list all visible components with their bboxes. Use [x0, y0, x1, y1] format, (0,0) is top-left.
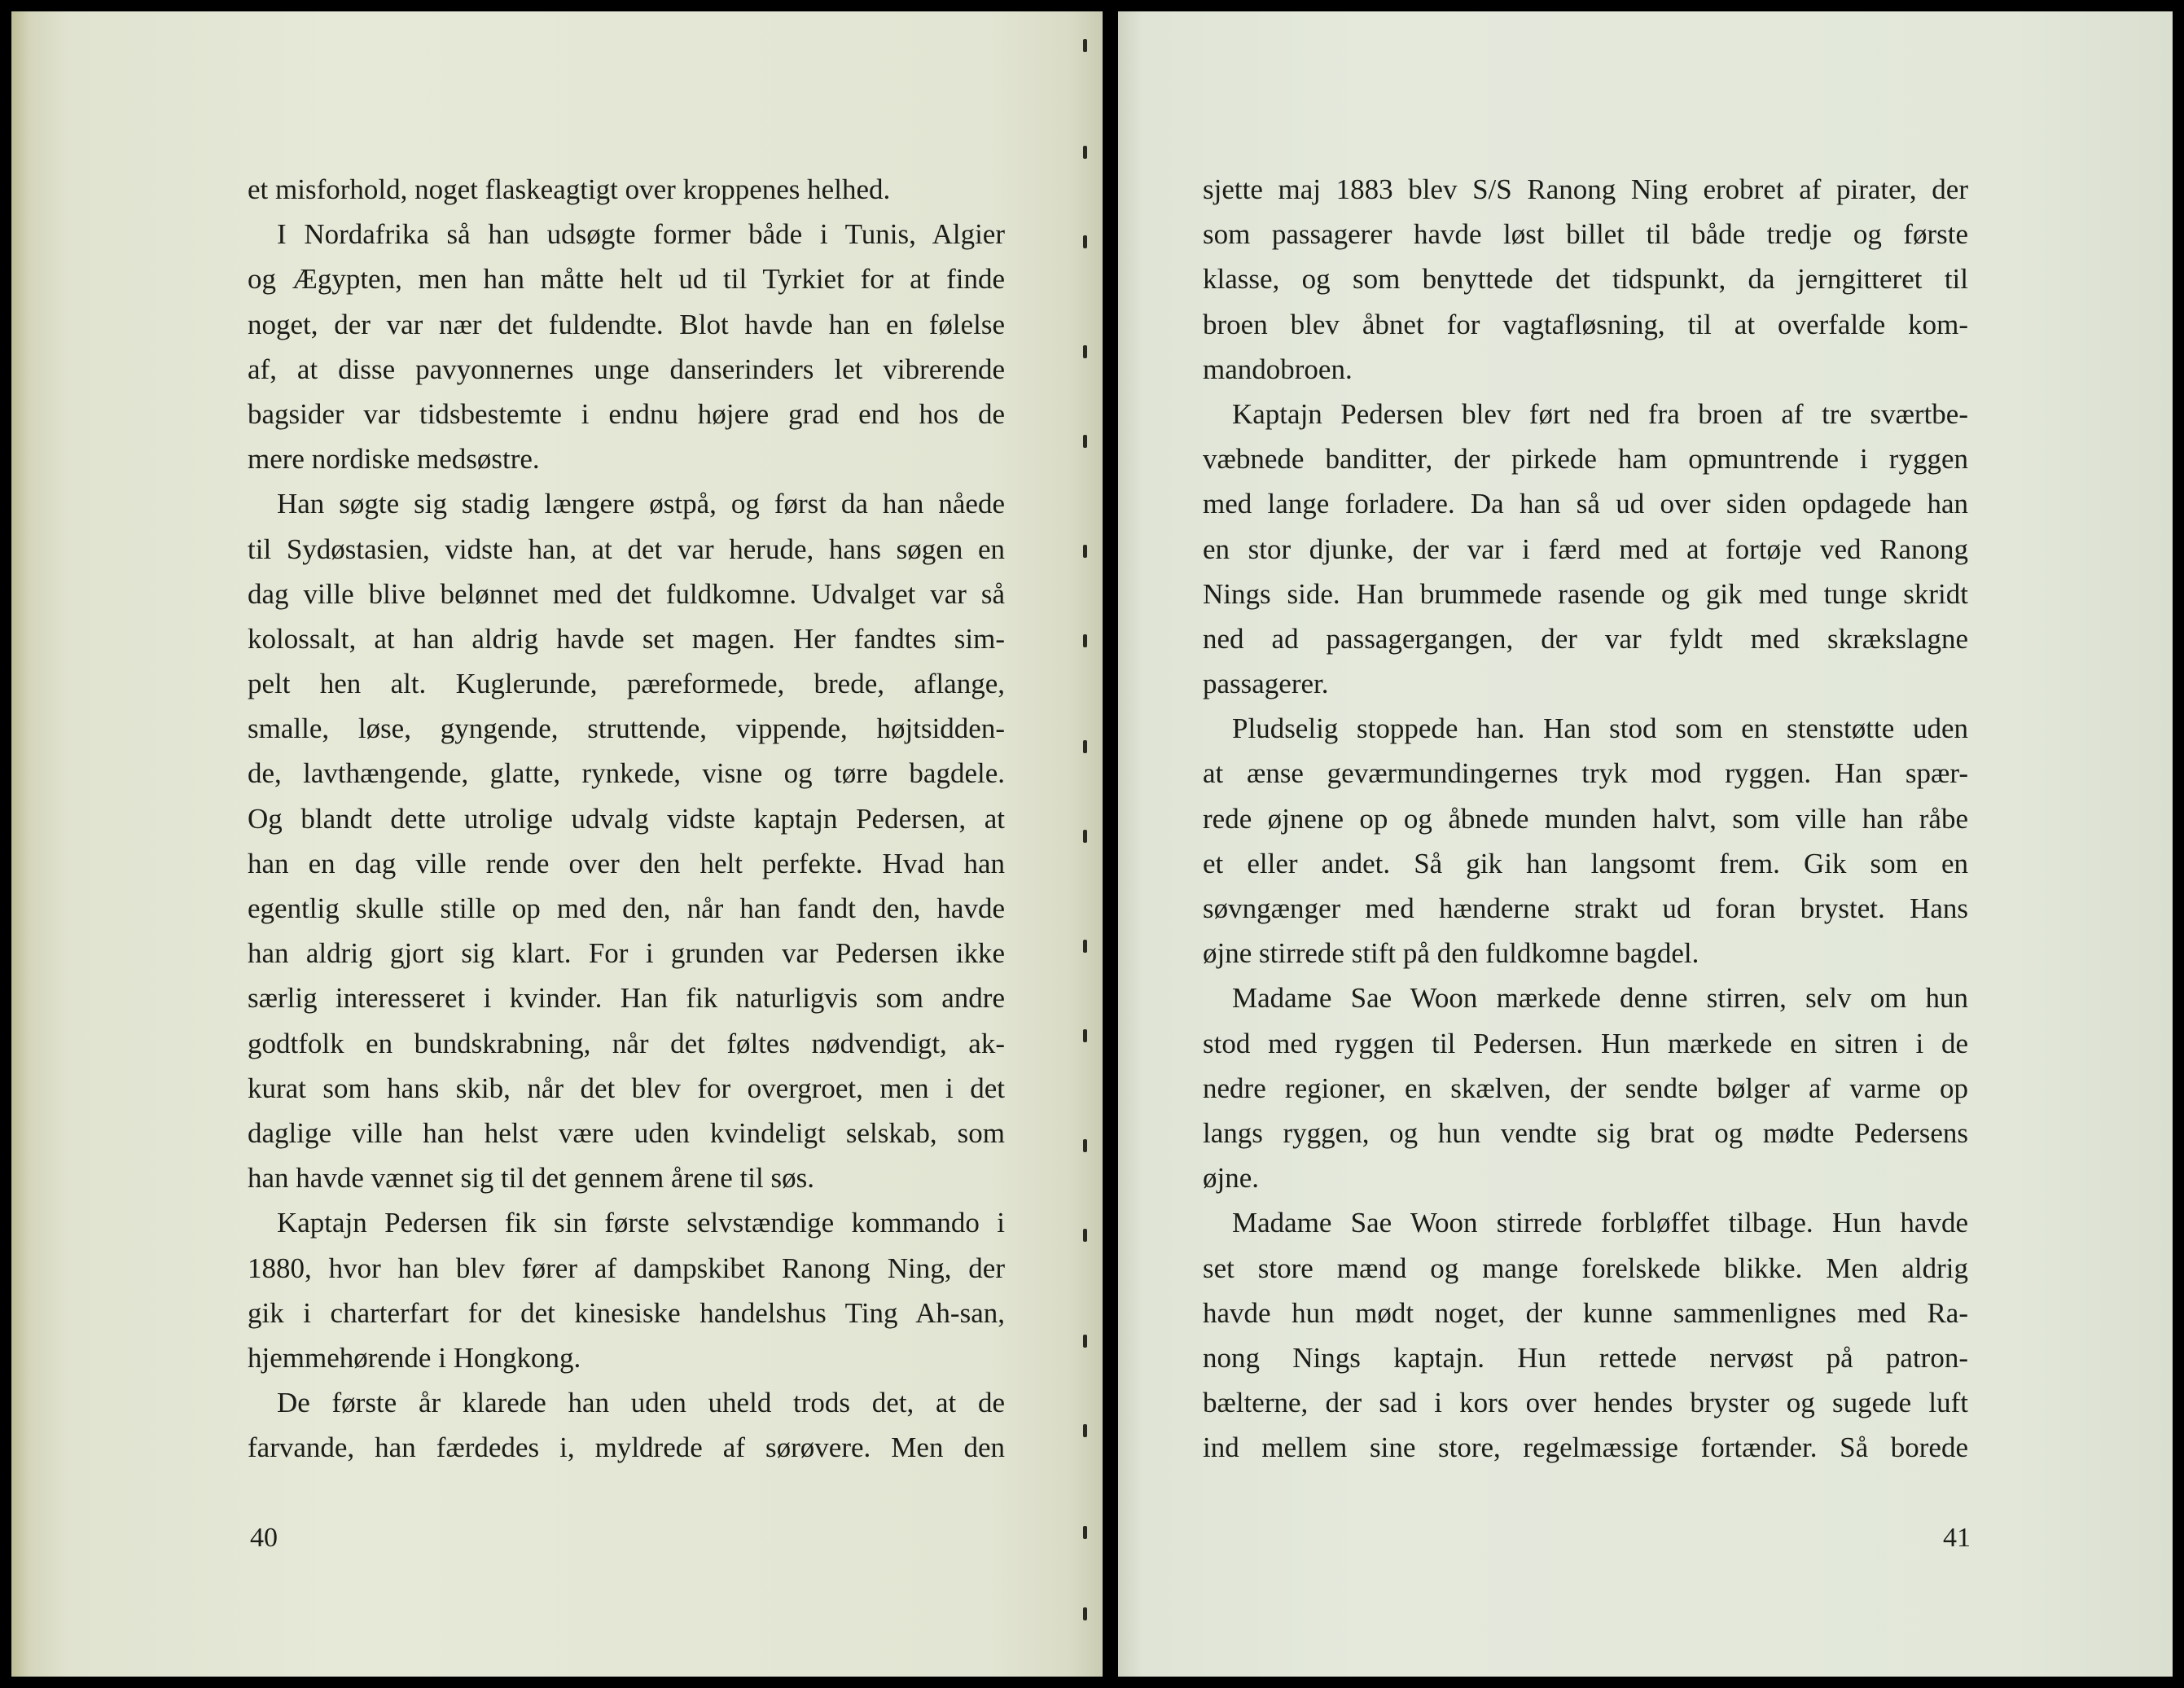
- text-line: bælterne, der sad i kors over hendes bryster og sugede luft: [1203, 1387, 1968, 1419]
- paragraph-first-line: Madame Sae Woon mærkede denne stirren, selv om hun: [1232, 982, 1968, 1015]
- text-line: kolossalt, at han aldrig havde set magen. Her fandtes sim-: [248, 622, 1005, 655]
- gutter-thread-mark: [1083, 830, 1087, 843]
- left-page-text: [248, 167, 1005, 1470]
- text-line: hjemmehørende i Hongkong.: [248, 1341, 581, 1374]
- gutter-thread-mark: [1083, 740, 1087, 753]
- text-line: et eller andet. Så gik han langsomt frem. Gik som en: [1203, 847, 1968, 879]
- text-line: som passagerer havde løst billet til både tredje og første: [1203, 218, 1968, 251]
- text-line: nedre regioner, en skælven, der sendte bølger af varme op: [1203, 1072, 1968, 1104]
- text-line: daglige ville han helst være uden kvindeligt selskab, som: [248, 1116, 1005, 1149]
- text-line: 1880, hvor han blev fører af dampskibet Ranong Ning, der: [248, 1252, 1005, 1284]
- text-line: klasse, og som benyttede det tidspunkt, da jerngitteret til: [1203, 263, 1968, 296]
- text-line: af, at disse pavyonnernes unge danserinders let vibrerende: [248, 353, 1005, 385]
- page-number-right: 41: [1943, 1523, 1971, 1553]
- text-line: langs ryggen, og hun vendte sig brat og mødte Pedersens: [1203, 1116, 1968, 1149]
- text-line: gik i charterfart for det kinesiske handelshus Ting Ah-san,: [248, 1296, 1005, 1329]
- text-line: han havde vænnet sig til det gennem årene til søs.: [248, 1162, 814, 1195]
- page-number-left: 40: [250, 1523, 278, 1553]
- gutter-thread-mark: [1083, 39, 1087, 52]
- text-line: øjne stirrede stift på den fuldkomne bagdel.: [1203, 937, 1699, 970]
- gutter-thread-mark: [1083, 545, 1087, 558]
- text-line: mandobroen.: [1203, 353, 1353, 385]
- paragraph-first-line: I Nordafrika så han udsøgte former både i Tunis, Algier: [277, 218, 1005, 251]
- text-line: havde hun mødt noget, der kunne sammenlignes med Ra-: [1203, 1296, 1968, 1329]
- text-line: bagsider var tidsbestemte i endnu højere grad end hos de: [248, 397, 1005, 430]
- text-line: broen blev åbnet for vagtafløsning, til at overfalde kom-: [1203, 308, 1968, 340]
- text-line: væbnede banditter, der pirkede ham opmuntrende i ryggen: [1203, 443, 1968, 476]
- text-line: han en dag ville rende over den helt perfekte. Hvad han: [248, 847, 1005, 879]
- gutter-thread-mark: [1083, 1424, 1087, 1437]
- right-page-text: [1203, 167, 1968, 1470]
- text-line: godtfolk en bundskrabning, når det føltes nødvendigt, ak-: [248, 1027, 1005, 1059]
- text-line: en stor djunke, der var i færd med at fortøje ved Ranong: [1203, 533, 1968, 565]
- paragraph-first-line: Pludselig stoppede han. Han stod som en stenstøtte uden: [1232, 712, 1968, 745]
- text-line: stod med ryggen til Pedersen. Hun mærkede en sitren i de: [1203, 1027, 1968, 1059]
- gutter-thread-mark: [1083, 1029, 1087, 1042]
- text-line: ind mellem sine store, regelmæssige fortænder. Så borede: [1203, 1432, 1968, 1464]
- gutter-thread-mark: [1083, 1526, 1087, 1539]
- text-line: de, lavthængende, glatte, rynkede, visne og tørre bagdele.: [248, 757, 1005, 790]
- text-line: nong Nings kaptajn. Hun rettede nervøst på patron-: [1203, 1341, 1968, 1374]
- paragraph-first-line: De første år klarede han uden uheld trods det, at de: [277, 1387, 1005, 1419]
- text-line: sjette maj 1883 blev S/S Ranong Ning erobret af pirater, der: [1203, 173, 1968, 205]
- text-line: Og blandt dette utrolige udvalg vidste kaptajn Pedersen, at: [248, 802, 1005, 835]
- gutter-thread-mark: [1083, 345, 1087, 358]
- text-line: han aldrig gjort sig klart. For i grunden var Pedersen ikke: [248, 937, 1005, 970]
- paragraph-first-line: Madame Sae Woon stirrede forbløffet tilbage. Hun havde: [1232, 1207, 1968, 1239]
- text-line: at ænse geværmundingernes tryk mod ryggen. Han spær-: [1203, 757, 1968, 790]
- text-line: smalle, løse, gyngende, struttende, vippende, højtsidden-: [248, 712, 1005, 745]
- text-line: noget, der var nær det fuldendte. Blot havde han en følelse: [248, 308, 1005, 340]
- text-line: søvngænger med hænderne strakt ud foran brystet. Hans: [1203, 892, 1968, 924]
- text-line: øjne.: [1203, 1162, 1260, 1195]
- gutter-thread-mark: [1083, 634, 1087, 647]
- gutter-thread-mark: [1083, 146, 1087, 159]
- text-line: passagerer.: [1203, 668, 1329, 700]
- text-line: set store mænd og mange forelskede blikke. Men aldrig: [1203, 1252, 1968, 1284]
- gutter-thread-mark: [1083, 940, 1087, 953]
- text-line: et misforhold, noget flaskeagtigt over kroppenes helhed.: [248, 173, 891, 205]
- text-line: pelt hen alt. Kuglerunde, pæreformede, brede, aflange,: [248, 668, 1005, 700]
- text-line: dag ville blive belønnet med det fuldkomne. Udvalget var så: [248, 577, 1005, 610]
- paragraph-first-line: Kaptajn Pedersen blev ført ned fra broen af tre sværtbe-: [1232, 397, 1968, 430]
- text-line: Nings side. Han brummede rasende og gik med tunge skridt: [1203, 577, 1968, 610]
- paragraph-first-line: Han søgte sig stadig længere østpå, og først da han nåede: [277, 488, 1005, 520]
- text-line: til Sydøstasien, vidste han, at det var herude, hans søgen en: [248, 533, 1005, 565]
- gutter-thread-mark: [1083, 1229, 1087, 1242]
- text-line: særlig interesseret i kvinder. Han fik naturligvis som andre: [248, 982, 1005, 1015]
- gutter-thread-mark: [1083, 435, 1087, 448]
- text-line: farvande, han færdedes i, myldrede af sørøvere. Men den: [248, 1432, 1005, 1464]
- text-line: rede øjnene op og åbnede munden halvt, som ville han råbe: [1203, 802, 1968, 835]
- left-page: [11, 11, 1103, 1677]
- text-line: med lange forladere. Da han så ud over siden opdagede han: [1203, 488, 1968, 520]
- gutter-thread-mark: [1083, 1607, 1087, 1620]
- text-line: egentlig skulle stille op med den, når han fandt den, havde: [248, 892, 1005, 924]
- text-line: ned ad passagergangen, der var fyldt med skrækslagne: [1203, 622, 1968, 655]
- text-line: mere nordiske medsøstre.: [248, 443, 540, 476]
- paragraph-first-line: Kaptajn Pedersen fik sin første selvstændige kommando i: [277, 1207, 1005, 1239]
- text-line: og Ægypten, men han måtte helt ud til Tyrkiet for at finde: [248, 263, 1005, 296]
- text-line: kurat som hans skib, når det blev for overgroet, men i det: [248, 1072, 1005, 1104]
- right-page: [1118, 11, 2173, 1677]
- gutter-thread-mark: [1083, 1335, 1087, 1348]
- gutter-thread-mark: [1083, 235, 1087, 248]
- gutter-thread-mark: [1083, 1139, 1087, 1152]
